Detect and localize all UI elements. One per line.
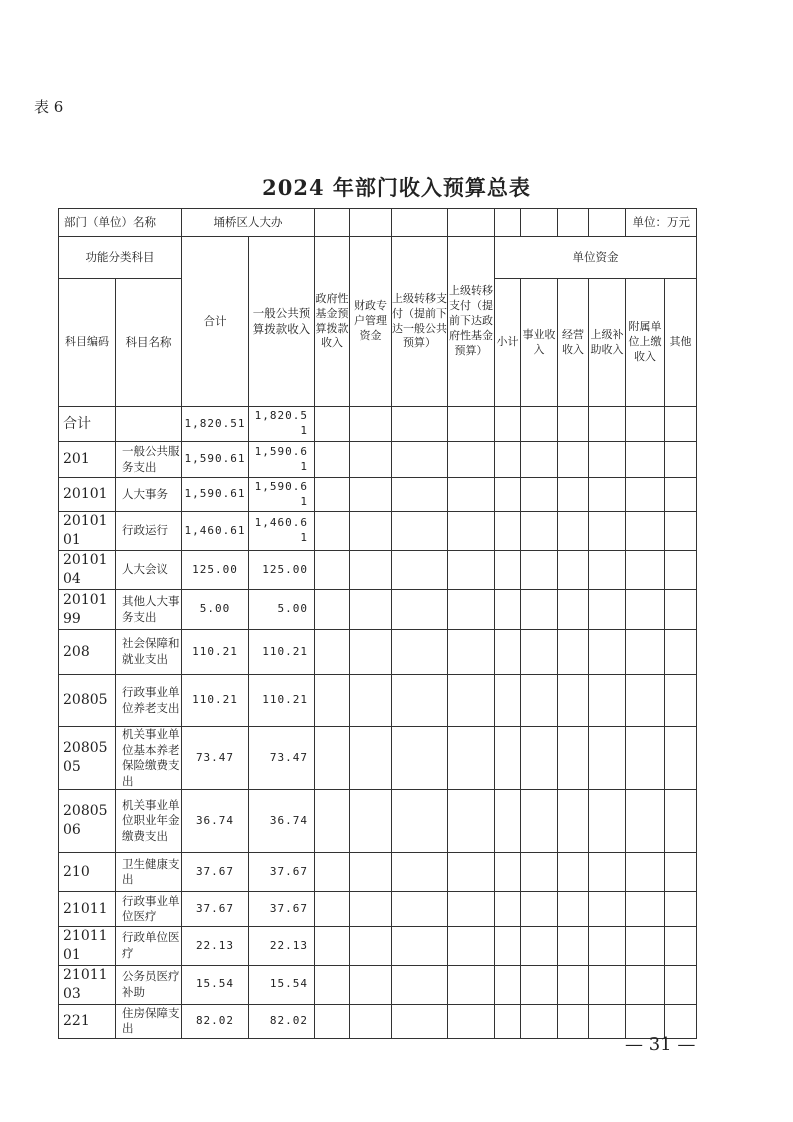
subject-name: 公务员医疗补助 bbox=[116, 965, 182, 1004]
dept-name: 埇桥区人大办 bbox=[182, 209, 315, 237]
blank-cell bbox=[392, 590, 448, 630]
table-label: 表 6 bbox=[34, 98, 64, 116]
subject-code: 208 bbox=[59, 630, 116, 675]
blank-cell bbox=[521, 209, 558, 237]
header-subtotal: 小计 bbox=[495, 279, 521, 407]
general-value: 82.02 bbox=[249, 1004, 315, 1038]
blank-cell bbox=[589, 407, 626, 442]
subject-code: 201 bbox=[59, 442, 116, 478]
blank-cell bbox=[350, 727, 392, 790]
blank-cell bbox=[589, 209, 626, 237]
blank-cell bbox=[315, 407, 350, 442]
unit-label: 单位：万元 bbox=[626, 209, 697, 237]
subject-name: 行政单位医疗 bbox=[116, 927, 182, 966]
subject-code: 20101 bbox=[59, 478, 116, 512]
blank-cell bbox=[665, 675, 697, 727]
blank-cell bbox=[665, 727, 697, 790]
blank-cell bbox=[448, 790, 495, 853]
blank-cell bbox=[448, 590, 495, 630]
blank-cell bbox=[589, 551, 626, 590]
blank-cell bbox=[495, 590, 521, 630]
table-row bbox=[59, 790, 697, 853]
blank-cell bbox=[558, 478, 589, 512]
total-value: 110.21 bbox=[182, 675, 249, 727]
blank-cell bbox=[521, 590, 558, 630]
header-total: 合计 bbox=[182, 237, 249, 407]
blank-cell bbox=[495, 892, 521, 927]
blank-cell bbox=[448, 675, 495, 727]
subject-code: 2010101 bbox=[59, 512, 116, 551]
general-value: 15.54 bbox=[249, 965, 315, 1004]
blank-cell bbox=[589, 927, 626, 966]
table-row bbox=[59, 927, 697, 966]
subject-code: 2080506 bbox=[59, 790, 116, 853]
blank-cell bbox=[315, 675, 350, 727]
blank-cell bbox=[665, 478, 697, 512]
subject-name: 卫生健康支出 bbox=[116, 853, 182, 892]
blank-cell bbox=[589, 590, 626, 630]
blank-cell bbox=[315, 927, 350, 966]
header-upper-fund: 上级转移支付（提前下达政府性基金预算） bbox=[448, 237, 495, 407]
blank-cell bbox=[558, 965, 589, 1004]
blank-cell bbox=[350, 551, 392, 590]
blank-cell bbox=[495, 790, 521, 853]
subject-code: 2101101 bbox=[59, 927, 116, 966]
header-func-category: 功能分类科目 bbox=[59, 237, 182, 279]
blank-cell bbox=[392, 927, 448, 966]
blank-cell bbox=[448, 407, 495, 442]
blank-cell bbox=[350, 1004, 392, 1038]
blank-cell bbox=[665, 590, 697, 630]
header-operating-income: 经营收入 bbox=[558, 279, 589, 407]
blank-cell bbox=[665, 630, 697, 675]
page-number: — 31 — bbox=[625, 1034, 696, 1055]
table-row bbox=[59, 478, 697, 512]
blank-cell bbox=[495, 1004, 521, 1038]
header-unit-funds: 单位资金 bbox=[495, 237, 697, 279]
general-value: 110.21 bbox=[249, 675, 315, 727]
subject-name: 行政事业单位医疗 bbox=[116, 892, 182, 927]
blank-cell bbox=[665, 790, 697, 853]
blank-cell bbox=[448, 442, 495, 478]
blank-cell bbox=[521, 727, 558, 790]
header-affiliated-income: 附属单位上缴收入 bbox=[626, 279, 665, 407]
blank-cell bbox=[589, 853, 626, 892]
blank-cell bbox=[392, 727, 448, 790]
blank-cell bbox=[558, 590, 589, 630]
blank-cell bbox=[665, 442, 697, 478]
subject-name: 人大事务 bbox=[116, 478, 182, 512]
table-row bbox=[59, 892, 697, 927]
total-value: 37.67 bbox=[182, 892, 249, 927]
blank-cell bbox=[626, 478, 665, 512]
blank-cell bbox=[315, 892, 350, 927]
blank-cell bbox=[315, 478, 350, 512]
blank-cell bbox=[626, 790, 665, 853]
blank-cell bbox=[626, 927, 665, 966]
total-value: 1,460.61 bbox=[182, 512, 249, 551]
dept-label: 部门（单位）名称 bbox=[59, 209, 182, 237]
total-value: 5.00 bbox=[182, 590, 249, 630]
blank-cell bbox=[626, 727, 665, 790]
blank-cell bbox=[315, 551, 350, 590]
blank-cell bbox=[521, 1004, 558, 1038]
blank-cell bbox=[350, 407, 392, 442]
total-value: 22.13 bbox=[182, 927, 249, 966]
subject-name bbox=[116, 407, 182, 442]
blank-cell bbox=[589, 790, 626, 853]
total-value: 37.67 bbox=[182, 853, 249, 892]
blank-cell bbox=[626, 853, 665, 892]
blank-cell bbox=[392, 442, 448, 478]
table-row bbox=[59, 965, 697, 1004]
header-business-income: 事业收入 bbox=[521, 279, 558, 407]
blank-cell bbox=[315, 965, 350, 1004]
subject-code: 2101103 bbox=[59, 965, 116, 1004]
general-value: 73.47 bbox=[249, 727, 315, 790]
subject-name: 机关事业单位职业年金缴费支出 bbox=[116, 790, 182, 853]
blank-cell bbox=[495, 209, 521, 237]
blank-cell bbox=[392, 965, 448, 1004]
blank-cell bbox=[521, 407, 558, 442]
budget-table bbox=[58, 208, 697, 1039]
blank-cell bbox=[521, 478, 558, 512]
blank-cell bbox=[521, 965, 558, 1004]
blank-cell bbox=[495, 442, 521, 478]
blank-cell bbox=[448, 1004, 495, 1038]
subject-code: 2010104 bbox=[59, 551, 116, 590]
blank-cell bbox=[521, 512, 558, 551]
blank-cell bbox=[665, 551, 697, 590]
blank-cell bbox=[495, 407, 521, 442]
blank-cell bbox=[626, 512, 665, 551]
subject-name: 住房保障支出 bbox=[116, 1004, 182, 1038]
header-subject-code: 科目编码 bbox=[59, 279, 116, 407]
general-value: 37.67 bbox=[249, 853, 315, 892]
total-value: 73.47 bbox=[182, 727, 249, 790]
header-upper-subsidy: 上级补助收入 bbox=[589, 279, 626, 407]
blank-cell bbox=[448, 892, 495, 927]
blank-cell bbox=[315, 1004, 350, 1038]
subject-code: 2010199 bbox=[59, 590, 116, 630]
blank-cell bbox=[448, 727, 495, 790]
general-value: 37.67 bbox=[249, 892, 315, 927]
total-value: 82.02 bbox=[182, 1004, 249, 1038]
blank-cell bbox=[589, 892, 626, 927]
blank-cell bbox=[626, 965, 665, 1004]
blank-cell bbox=[448, 853, 495, 892]
blank-cell bbox=[448, 551, 495, 590]
subject-code: 21011 bbox=[59, 892, 116, 927]
subject-name: 一般公共服务支出 bbox=[116, 442, 182, 478]
blank-cell bbox=[558, 630, 589, 675]
header-row-1 bbox=[59, 237, 697, 279]
blank-cell bbox=[392, 675, 448, 727]
blank-cell bbox=[626, 442, 665, 478]
general-value: 1,590.61 bbox=[249, 442, 315, 478]
blank-cell bbox=[315, 209, 350, 237]
blank-cell bbox=[350, 209, 392, 237]
blank-cell bbox=[495, 478, 521, 512]
table-row bbox=[59, 675, 697, 727]
blank-cell bbox=[392, 853, 448, 892]
blank-cell bbox=[589, 478, 626, 512]
blank-cell bbox=[495, 551, 521, 590]
blank-cell bbox=[448, 965, 495, 1004]
blank-cell bbox=[350, 853, 392, 892]
general-value: 110.21 bbox=[249, 630, 315, 675]
blank-cell bbox=[521, 892, 558, 927]
total-value: 36.74 bbox=[182, 790, 249, 853]
blank-cell bbox=[392, 892, 448, 927]
table-row bbox=[59, 442, 697, 478]
general-value: 22.13 bbox=[249, 927, 315, 966]
subject-code: 210 bbox=[59, 853, 116, 892]
blank-cell bbox=[521, 675, 558, 727]
header-general-budget: 一般公共预算拨款收入 bbox=[249, 237, 315, 407]
blank-cell bbox=[350, 590, 392, 630]
blank-cell bbox=[521, 927, 558, 966]
blank-cell bbox=[392, 551, 448, 590]
blank-cell bbox=[589, 1004, 626, 1038]
blank-cell bbox=[665, 927, 697, 966]
blank-cell bbox=[665, 892, 697, 927]
blank-cell bbox=[392, 478, 448, 512]
blank-cell bbox=[392, 209, 448, 237]
header-other: 其他 bbox=[665, 279, 697, 407]
blank-cell bbox=[350, 965, 392, 1004]
general-value: 5.00 bbox=[249, 590, 315, 630]
blank-cell bbox=[350, 442, 392, 478]
subject-code: 221 bbox=[59, 1004, 116, 1038]
total-value: 1,590.61 bbox=[182, 478, 249, 512]
total-value: 15.54 bbox=[182, 965, 249, 1004]
total-value: 1,590.61 bbox=[182, 442, 249, 478]
subject-code: 20805 bbox=[59, 675, 116, 727]
blank-cell bbox=[350, 790, 392, 853]
blank-cell bbox=[521, 551, 558, 590]
blank-cell bbox=[448, 630, 495, 675]
blank-cell bbox=[626, 407, 665, 442]
blank-cell bbox=[350, 478, 392, 512]
table-row bbox=[59, 512, 697, 551]
table-row bbox=[59, 551, 697, 590]
blank-cell bbox=[448, 927, 495, 966]
blank-cell bbox=[558, 675, 589, 727]
blank-cell bbox=[626, 590, 665, 630]
blank-cell bbox=[315, 442, 350, 478]
subject-name: 机关事业单位基本养老保险缴费支出 bbox=[116, 727, 182, 790]
total-value: 1,820.51 bbox=[182, 407, 249, 442]
total-value: 125.00 bbox=[182, 551, 249, 590]
header-subject-name: 科目名称 bbox=[116, 279, 182, 407]
blank-cell bbox=[558, 727, 589, 790]
blank-cell bbox=[521, 630, 558, 675]
blank-cell bbox=[558, 1004, 589, 1038]
blank-cell bbox=[495, 512, 521, 551]
blank-cell bbox=[558, 790, 589, 853]
blank-cell bbox=[315, 727, 350, 790]
blank-cell bbox=[495, 927, 521, 966]
blank-cell bbox=[315, 590, 350, 630]
blank-cell bbox=[626, 675, 665, 727]
blank-cell bbox=[558, 892, 589, 927]
subject-name: 行政运行 bbox=[116, 512, 182, 551]
blank-cell bbox=[448, 209, 495, 237]
subject-code: 2080505 bbox=[59, 727, 116, 790]
blank-cell bbox=[392, 790, 448, 853]
blank-cell bbox=[589, 727, 626, 790]
header-gov-fund: 政府性基金预算拨款收入 bbox=[315, 237, 350, 407]
page-title: 2024 年部门收入预算总表 bbox=[262, 175, 531, 200]
blank-cell bbox=[558, 407, 589, 442]
blank-cell bbox=[589, 442, 626, 478]
dept-row bbox=[59, 209, 697, 237]
blank-cell bbox=[315, 790, 350, 853]
blank-cell bbox=[448, 512, 495, 551]
header-upper-general: 上级转移支付（提前下达一般公共预算） bbox=[392, 237, 448, 407]
blank-cell bbox=[350, 892, 392, 927]
subject-name: 社会保障和就业支出 bbox=[116, 630, 182, 675]
blank-cell bbox=[558, 853, 589, 892]
blank-cell bbox=[495, 727, 521, 790]
blank-cell bbox=[665, 407, 697, 442]
table-row bbox=[59, 727, 697, 790]
blank-cell bbox=[315, 512, 350, 551]
blank-cell bbox=[626, 892, 665, 927]
blank-cell bbox=[558, 512, 589, 551]
blank-cell bbox=[589, 965, 626, 1004]
blank-cell bbox=[626, 630, 665, 675]
blank-cell bbox=[558, 927, 589, 966]
blank-cell bbox=[665, 853, 697, 892]
blank-cell bbox=[626, 551, 665, 590]
blank-cell bbox=[521, 442, 558, 478]
subject-name: 人大会议 bbox=[116, 551, 182, 590]
blank-cell bbox=[448, 478, 495, 512]
blank-cell bbox=[665, 965, 697, 1004]
subject-name: 行政事业单位养老支出 bbox=[116, 675, 182, 727]
blank-cell bbox=[495, 675, 521, 727]
blank-cell bbox=[350, 512, 392, 551]
blank-cell bbox=[521, 790, 558, 853]
general-value: 36.74 bbox=[249, 790, 315, 853]
blank-cell bbox=[392, 512, 448, 551]
blank-cell bbox=[589, 675, 626, 727]
blank-cell bbox=[350, 675, 392, 727]
blank-cell bbox=[558, 209, 589, 237]
blank-cell bbox=[665, 512, 697, 551]
table-row bbox=[59, 590, 697, 630]
general-value: 1,590.61 bbox=[249, 478, 315, 512]
general-value: 1,820.51 bbox=[249, 407, 315, 442]
blank-cell bbox=[589, 630, 626, 675]
table-row bbox=[59, 1004, 697, 1038]
header-fiscal-special: 财政专户管理资金 bbox=[350, 237, 392, 407]
blank-cell bbox=[392, 407, 448, 442]
blank-cell bbox=[350, 630, 392, 675]
subject-name: 其他人大事务支出 bbox=[116, 590, 182, 630]
general-value: 125.00 bbox=[249, 551, 315, 590]
table-row bbox=[59, 630, 697, 675]
blank-cell bbox=[558, 551, 589, 590]
blank-cell bbox=[392, 1004, 448, 1038]
total-value: 110.21 bbox=[182, 630, 249, 675]
blank-cell bbox=[315, 853, 350, 892]
table-row bbox=[59, 853, 697, 892]
blank-cell bbox=[589, 512, 626, 551]
general-value: 1,460.61 bbox=[249, 512, 315, 551]
blank-cell bbox=[495, 630, 521, 675]
blank-cell bbox=[350, 927, 392, 966]
blank-cell bbox=[558, 442, 589, 478]
blank-cell bbox=[392, 630, 448, 675]
blank-cell bbox=[315, 630, 350, 675]
blank-cell bbox=[495, 965, 521, 1004]
table-row bbox=[59, 407, 697, 442]
blank-cell bbox=[495, 853, 521, 892]
subject-code: 合计 bbox=[59, 407, 116, 442]
blank-cell bbox=[521, 853, 558, 892]
